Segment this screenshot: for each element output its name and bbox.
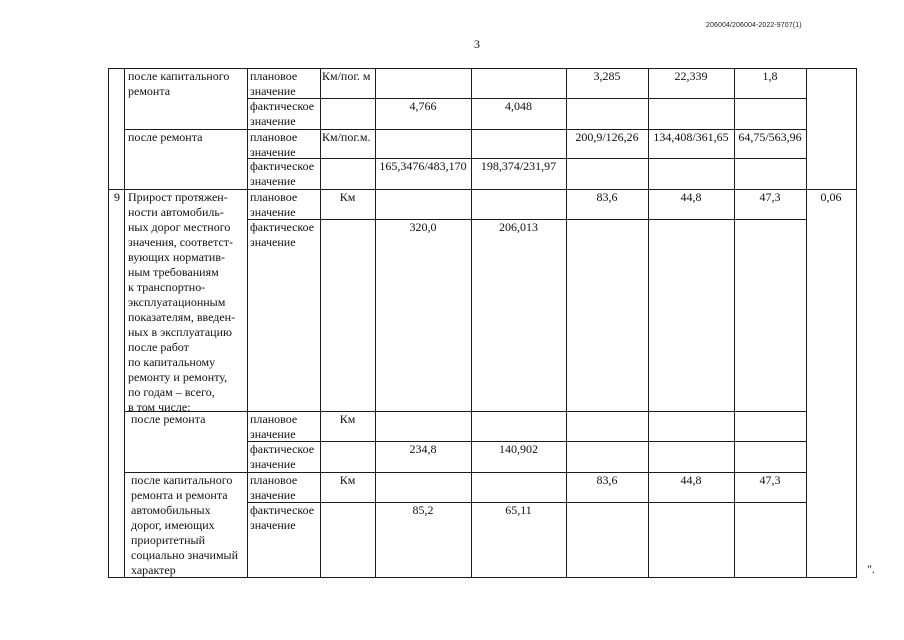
value-cell: 320,0 xyxy=(409,220,437,234)
value-kind-line: плановое xyxy=(250,412,298,426)
value-cell: 1,8 xyxy=(762,69,778,83)
value-kind-fact xyxy=(250,442,314,472)
value-cell: 47,3 xyxy=(759,473,781,487)
value-cell: 65,11 xyxy=(505,503,532,517)
unit-label: Км xyxy=(339,412,356,426)
value-kind-line: значение xyxy=(250,488,296,502)
section-label-line: приоритетный xyxy=(131,533,205,547)
section-label-line: после работ xyxy=(128,340,189,354)
section-label-line: показателям, введен- xyxy=(128,310,236,324)
value-cell: 234,8 xyxy=(409,442,437,456)
value-cell: 134,408/361,65 xyxy=(653,130,729,144)
value-kind-line: значение xyxy=(250,427,296,441)
section-label-line: в том числе: xyxy=(128,400,191,414)
section-label xyxy=(131,473,238,578)
value-cell: 47,3 xyxy=(759,190,781,204)
value-kind-line: значение xyxy=(250,235,296,249)
value-kind-line: фактическое xyxy=(250,442,315,456)
section-label-line: ремонту и ремонту, xyxy=(128,370,228,384)
unit-label: Км xyxy=(339,473,356,487)
value-kind-line: значение xyxy=(250,518,296,532)
value-kind-line: плановое xyxy=(250,190,298,204)
value-kind-line: плановое xyxy=(250,130,298,144)
value-kind-line: фактическое xyxy=(250,503,315,517)
value-cell: 0,06 xyxy=(820,190,842,204)
value-kind-fact xyxy=(250,503,314,533)
section-label-line: после капитального xyxy=(131,473,233,487)
section-label xyxy=(128,130,202,145)
closing-quote-mark: ". xyxy=(867,562,875,576)
value-cell: 85,2 xyxy=(412,503,434,517)
value-cell: 165,3476/483,170 xyxy=(379,159,467,173)
value-kind-fact xyxy=(250,99,314,129)
section-label-line: ности автомобиль- xyxy=(128,205,224,219)
value-cell: 3,285 xyxy=(593,69,621,83)
section-label xyxy=(128,190,235,415)
value-kind-line: значение xyxy=(250,145,296,159)
section-label-line: вующих норматив- xyxy=(128,250,225,264)
section-label-line: социально значимый xyxy=(131,548,239,562)
document-id: 206004/206004-2022-9707(1) xyxy=(706,22,802,29)
unit-label: Км/пог.м. xyxy=(322,130,371,144)
section-label-line: Прирост протяжен- xyxy=(128,190,228,204)
section-label-line: характер xyxy=(131,563,176,577)
value-kind-line: значение xyxy=(250,174,296,188)
value-cell: 200,9/126,26 xyxy=(575,130,639,144)
row-number: 9 xyxy=(114,190,120,204)
value-kind-line: значение xyxy=(250,114,296,128)
value-cell: 83,6 xyxy=(596,473,618,487)
section-label-line: ным требованиям xyxy=(128,265,219,279)
value-cell: 64,75/563,96 xyxy=(738,130,802,144)
section-label-line: к транспортно- xyxy=(128,280,206,294)
section-label xyxy=(131,412,205,427)
section-label-line: после ремонта xyxy=(131,412,206,426)
unit-label: Км xyxy=(339,190,356,204)
column-divider xyxy=(124,68,125,578)
section-label-line: ремонта и ремонта xyxy=(131,488,228,502)
section-label-line: эксплуатационным xyxy=(128,295,226,309)
section-label-line: автомобильных xyxy=(131,503,211,517)
value-cell: 44,8 xyxy=(680,473,702,487)
value-cell: 140,902 xyxy=(499,442,538,456)
section-label-line: по капитальному xyxy=(128,355,216,369)
value-kind-plan xyxy=(250,69,297,99)
value-kind-line: фактическое xyxy=(250,159,315,173)
section-label-line: после капитального xyxy=(128,69,230,83)
value-kind-line: фактическое xyxy=(250,220,315,234)
value-kind-fact xyxy=(250,159,314,189)
value-kind-plan xyxy=(250,412,297,442)
section-label-line: по годам – всего, xyxy=(128,385,215,399)
value-kind-line: плановое xyxy=(250,473,298,487)
value-cell: 206,013 xyxy=(499,220,538,234)
value-kind-plan xyxy=(250,130,297,160)
page-number: 3 xyxy=(474,37,480,51)
value-kind-line: значение xyxy=(250,205,296,219)
value-kind-line: фактическое xyxy=(250,99,315,113)
value-kind-line: значение xyxy=(250,84,296,98)
section-label-line: ных дорог местного xyxy=(128,220,231,234)
section-label-line: значения, соответст- xyxy=(128,235,234,249)
value-kind-line: значение xyxy=(250,457,296,471)
section-label-line: ных в эксплуатацию xyxy=(128,325,232,339)
section-label-line: после ремонта xyxy=(128,130,203,144)
value-cell: 22,339 xyxy=(674,69,708,83)
column-divider xyxy=(806,68,807,578)
unit-label: Км/пог. м xyxy=(322,69,371,83)
table-border-left xyxy=(108,68,109,578)
value-kind-fact xyxy=(250,220,314,250)
value-cell: 4,048 xyxy=(505,99,532,113)
value-cell: 83,6 xyxy=(596,190,618,204)
value-cell: 4,766 xyxy=(409,99,437,113)
value-kind-plan xyxy=(250,473,297,503)
value-cell: 198,374/231,97 xyxy=(480,159,557,173)
value-kind-line: плановое xyxy=(250,69,298,83)
section-label-line: дорог, имеющих xyxy=(131,518,215,532)
value-kind-plan xyxy=(250,190,297,220)
value-cell: 44,8 xyxy=(680,190,702,204)
table-border-right xyxy=(856,68,857,578)
section-label-line: ремонта xyxy=(128,84,171,98)
section-label xyxy=(128,69,229,99)
